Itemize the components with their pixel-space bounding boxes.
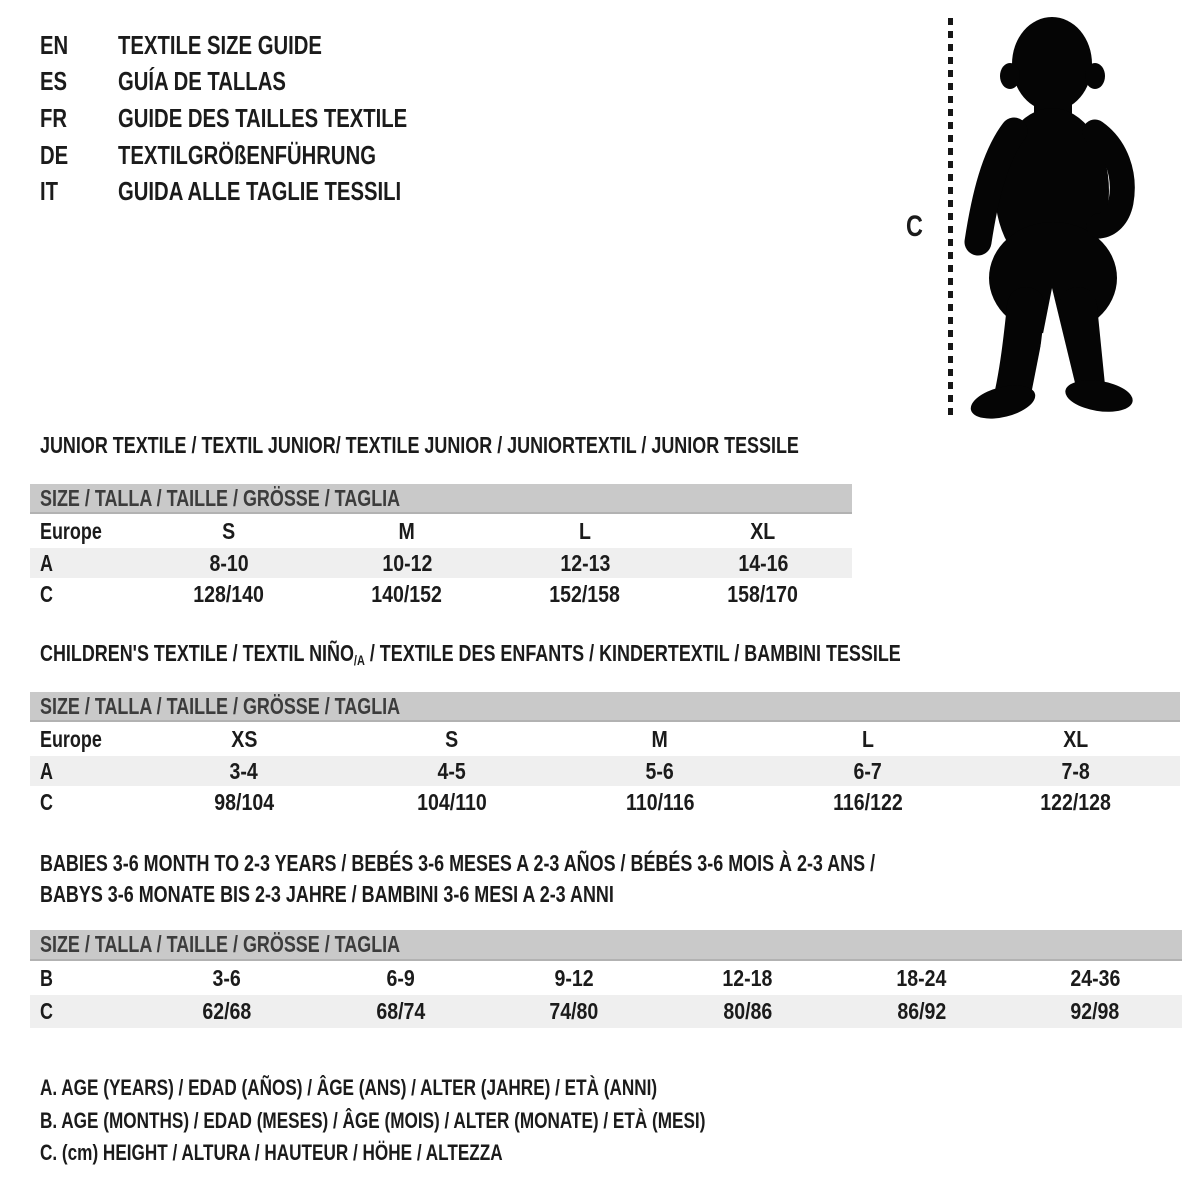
table-cell: 9-12	[554, 964, 594, 991]
size-header-label: SIZE / TALLA / TAILLE / GRÖSSE / TAGLIA	[40, 484, 401, 511]
lang-code-de: DE	[40, 139, 69, 170]
table-cell: 6-7	[853, 757, 883, 784]
table-row-age-years	[30, 548, 852, 578]
lang-title-fr: GUIDE DES TAILLES TEXTILE	[118, 102, 408, 133]
table-cell: 128/140	[193, 580, 265, 607]
table-row-height-cm	[30, 578, 852, 610]
table-cell: 110/116	[625, 788, 695, 815]
table-cell: 80/86	[723, 998, 773, 1024]
table-cell: 62/68	[202, 998, 252, 1024]
legend-line-b: B. AGE (MONTHS) / EDAD (MESES) / ÂGE (MOIS) / ALTER (MONATE) / ETÀ (MESI)	[40, 1107, 706, 1133]
children-size-table	[30, 692, 1180, 818]
junior-size-table	[30, 484, 852, 610]
table-cell: 12-18	[722, 964, 773, 991]
lang-title-en: TEXTILE SIZE GUIDE	[118, 29, 322, 60]
region-label: Europe	[40, 725, 102, 752]
size-col: M	[651, 725, 669, 752]
size-col: S	[222, 517, 236, 544]
table-cell: 3-4	[229, 757, 259, 784]
table-cell: 86/92	[897, 998, 946, 1024]
row-label: B	[40, 964, 53, 991]
table-row-age-months	[30, 961, 1182, 995]
table-cell: 74/80	[549, 998, 599, 1024]
row-label: A	[40, 757, 53, 784]
table-cell: 4-5	[437, 757, 467, 784]
table-row-sizes	[30, 514, 852, 548]
lang-row-fr	[40, 100, 489, 137]
legend-line-a: A. AGE (YEARS) / EDAD (AÑOS) / ÂGE (ANS) / ALTER (JAHRE) / ETÀ (ANNI)	[40, 1075, 658, 1101]
measurement-legend	[40, 1072, 893, 1170]
language-header	[40, 27, 489, 210]
section-title-babies: BABIES 3-6 MONTH TO 2-3 YEARS / BEBÉS 3-6 MESES A 2-3 AÑOS / BÉBÉS 3-6 MOIS À 2-3 ANS / BABYS 3-6 MONATE BIS 2-3 JAHRE / BAMBINI 3-6 MESI A 2-3 ANNI	[40, 850, 876, 907]
lang-row-de	[40, 137, 489, 174]
height-measure-label: C	[906, 210, 923, 243]
lang-code-en: EN	[40, 29, 69, 60]
table-cell: 116/122	[833, 788, 903, 815]
nino-a-subscript: /A	[353, 652, 365, 668]
height-measure-dotted-line	[948, 18, 953, 418]
table-row-age-years	[30, 756, 1180, 786]
legend-line-c: C. (cm) HEIGHT / ALTURA / HAUTEUR / HÖHE / ALTEZZA	[40, 1140, 503, 1166]
row-label: C	[40, 788, 53, 815]
table-row-sizes	[30, 722, 1180, 756]
lang-title-it: GUIDA ALLE TAGLIE TESSILI	[118, 176, 402, 207]
table-cell: 104/110	[417, 788, 487, 815]
lang-title-de: TEXTILGRÖßENFÜHRUNG	[118, 139, 376, 170]
table-cell: 10-12	[381, 549, 432, 576]
table-cell: 158/170	[727, 580, 799, 607]
table-cell: 98/104	[214, 788, 274, 815]
table-cell: 18-24	[896, 964, 947, 991]
table-cell: 7-8	[1061, 757, 1091, 784]
size-col: S	[445, 725, 459, 752]
lang-row-it	[40, 173, 489, 210]
table-cell: 92/98	[1070, 998, 1120, 1024]
section-title-children: CHILDREN'S TEXTILE / TEXTIL NIÑO/A / TEXTILE DES ENFANTS / KINDERTEXTIL / BAMBINI TESSILE	[40, 640, 901, 668]
region-label: Europe	[40, 517, 102, 544]
size-col: L	[579, 517, 591, 544]
lang-title-es: GUÍA DE TALLAS	[118, 66, 286, 97]
size-header-bar	[30, 484, 852, 514]
table-cell: 14-16	[737, 549, 788, 576]
row-label: C	[40, 580, 53, 607]
size-header-label: SIZE / TALLA / TAILLE / GRÖSSE / TAGLIA	[40, 692, 401, 719]
lang-code-es: ES	[40, 66, 68, 97]
size-col: XS	[230, 725, 258, 752]
table-cell: 6-9	[386, 964, 415, 991]
size-col: XL	[750, 517, 776, 544]
table-cell: 140/152	[371, 580, 443, 607]
size-col: XL	[1063, 725, 1089, 752]
lang-row-en	[40, 27, 489, 64]
lang-code-fr: FR	[40, 102, 68, 133]
row-label: A	[40, 549, 53, 576]
table-cell: 24-36	[1070, 964, 1121, 991]
table-cell: 152/158	[549, 580, 621, 607]
section-title-junior: JUNIOR TEXTILE / TEXTIL JUNIOR/ TEXTILE JUNIOR / JUNIORTEXTIL / JUNIOR TESSILE	[40, 432, 799, 458]
table-row-height-cm	[30, 786, 1180, 818]
toddler-silhouette-image	[962, 16, 1138, 420]
table-cell: 3-6	[212, 964, 241, 991]
size-header-bar	[30, 930, 1182, 961]
table-row-height-cm	[30, 995, 1182, 1028]
row-label: C	[40, 998, 53, 1024]
table-cell: 68/74	[376, 998, 425, 1024]
size-col: L	[862, 725, 874, 752]
size-header-bar	[30, 692, 1180, 722]
babies-size-table	[30, 930, 1182, 1028]
table-cell: 8-10	[209, 549, 249, 576]
lang-row-es	[40, 64, 489, 101]
table-cell: 122/128	[1040, 788, 1112, 815]
size-col: M	[398, 517, 416, 544]
lang-code-it: IT	[40, 176, 59, 207]
size-header-label: SIZE / TALLA / TAILLE / GRÖSSE / TAGLIA	[40, 931, 401, 957]
table-cell: 12-13	[559, 549, 610, 576]
table-cell: 5-6	[645, 757, 675, 784]
